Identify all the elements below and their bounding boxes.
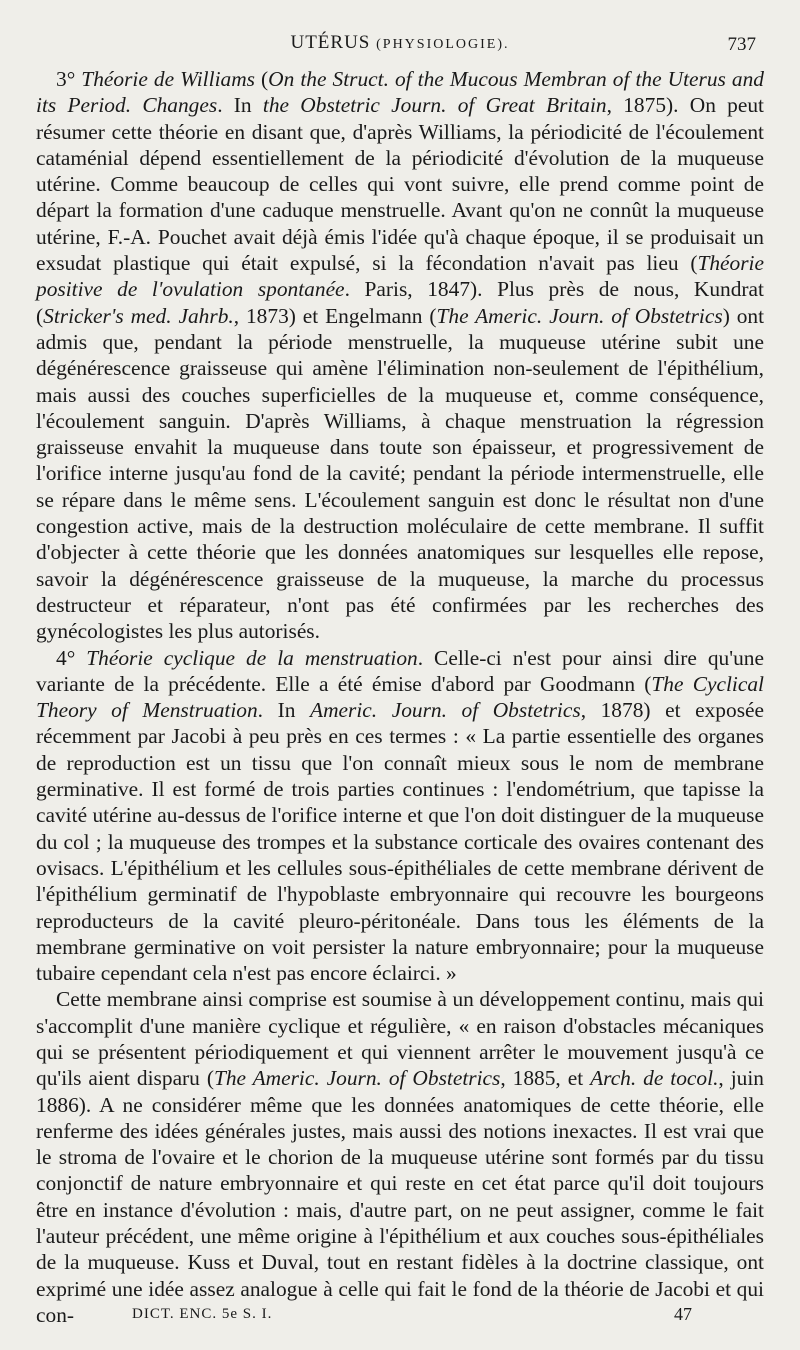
running-head: [0, 32, 800, 54]
page-header: [0, 32, 800, 62]
paragraph: [36, 66, 764, 645]
text-run: . Celle-ci n'est pour ainsi dire qu'une variante de la précédente. Elle a été émise d'abord par Goodmann (: [36, 645, 764, 696]
italic-citation: Théorie cyclique de la menstruation: [86, 645, 418, 670]
running-head-title: UTÉRUS: [290, 32, 371, 53]
footer-signature: DICT. ENC. 5e S. I.: [132, 1306, 273, 1322]
italic-citation: Théorie positive de l'ovulation spontanée: [36, 251, 764, 302]
text-run: , juin 1886). A ne considérer même que les données anatomiques de cette théorie, elle renferme des idées générales justes, mais aussi des notions inexactes. Il est vrai que le stroma de l'ovaire et le chorion de la muqueuse utérine sont formés par du tissu conjonctif de nature embryonnaire et qui reste en cet état parce qu'il doit toujours être en instance d'évolution : mais, d'autre part, on ne peut assigner, comme le fait l'auteur précédent, une même origine à l'épithélium et aux couches sous-épithéliales de la muqueuse. Kuss et Duval, tout en restant fidèles à la doctrine classique, ont exprimé une idée assez analogue à celle qui fait le fond de la théorie de Jacobi et qui con-: [36, 1066, 764, 1327]
paragraph: [36, 645, 764, 987]
text-run: 4°: [56, 645, 87, 670]
text-run: . In: [217, 93, 263, 118]
italic-citation: The Americ. Journ. of Obstetrics: [436, 303, 723, 328]
text-run: , 1873) et Engelmann (: [233, 303, 437, 328]
text-run: , 1885, et: [500, 1066, 591, 1091]
italic-citation: On the Struct. of the Mucous Membran of the Uterus and its Period. Changes: [36, 67, 764, 118]
page-footer: [0, 1306, 800, 1336]
text-run: . In: [257, 698, 310, 723]
italic-citation: The Americ. Journ. of Obstetrics: [213, 1066, 501, 1091]
text-run: . Paris, 1847). Plus près de nous, Kundrat (: [36, 277, 764, 328]
footer-sheet-number: 47: [674, 1304, 692, 1324]
italic-citation: Arch. de tocol.: [590, 1066, 719, 1091]
text-run: (: [254, 67, 269, 91]
italic-citation: Théorie de Williams: [81, 67, 255, 91]
text-run: , 1878) et exposée récemment par Jacobi à peu près en ces termes : « La partie essentielle des organes de reproduction est un tissu que l'on connaît mieux sous le nom de membrane germinative. Il est formé de trois parties continues : l'endométrium, que tapisse la cavité utérine au-dessus de l'orifice interne et que l'on doit distinguer de la muqueuse du col ; la muqueuse des trompes et la substance corticale des ovaires contenant des ovisacs. L'épithélium et les cellules sous-épithéliales de cette membrane dérivent de l'épithélium germinatif de l'hypoblaste embryonnaire qui recouvre les bourgeons reproducteurs de la cavité pleuro-péritonéale. Dans tous les éléments de la membrane germinative on voit persister la nature embryonnaire; pour la muqueuse tubaire cependant cela n'est pas encore éclairci. »: [36, 698, 765, 986]
page-number: 737: [727, 34, 756, 55]
italic-citation: Stricker's med. Jahrb.: [43, 303, 234, 328]
body-text: [36, 66, 764, 1328]
text-run: 3°: [56, 67, 82, 91]
italic-citation: Americ. Journ. of Obstetrics: [310, 698, 581, 723]
paragraph: [36, 986, 764, 1328]
italic-citation: The Cyclical Theory of Menstruation: [36, 671, 764, 723]
text-run: , 1875). On peut résumer cette théorie en disant que, d'après Williams, la périodicité de l'écoulement cataménial dépend essentiellement de la périodicité d'évolution de la muqueuse utérine. Comme beaucoup de celles qui vont suivre, elle prend comme point de départ la formation d'une caduque menstruelle. Avant qu'on ne connût la muqueuse utérine, F.-A. Pouchet avait déjà émis l'idée qu'à chaque époque, il se produisait un exsudat plastique qui était expulsé, si la fécondation n'avait pas lieu (: [36, 93, 764, 276]
text-run: ) ont admis que, pendant la période menstruelle, la muqueuse utérine subit une dégénérescence graisseuse qui amène l'élimination non-seulement de l'épithélium, mais aussi des couches superficielles de la muqueuse et, comme conséquence, l'écoulement sanguin. D'après Williams, à chaque menstruation la régression graisseuse envahit la muqueuse dans toute son épaisseur, et progressivement de l'orifice interne jusqu'au fond de la cavité; pendant la période intermenstruelle, elle se répare dans le même sens. L'écoulement sanguin est donc le résultat non d'une congestion active, mais de la destruction moléculaire de cette membrane. Il suffit d'objecter à cette théorie que les données anatomiques sur lesquelles elle repose, savoir la dégénérescence graisseuse de la muqueuse, la marche du processus destructeur et réparateur, n'ont pas été confirmées par les recherches des gynécologistes les plus autorisés.: [36, 303, 765, 644]
text-run: Cette membrane ainsi comprise est soumise à un développement continu, mais qui s'accomplit d'une manière cyclique et régulière, « en raison d'obstacles mécaniques qui se présentent périodiquement et qui viennent arrêter le mouvement jusqu'à ce qu'ils aient disparu (: [36, 987, 764, 1091]
italic-citation: the Obstetric Journ. of Great Britain: [262, 93, 607, 118]
running-head-subtitle: (PHYSIOLOGIE).: [376, 37, 510, 52]
